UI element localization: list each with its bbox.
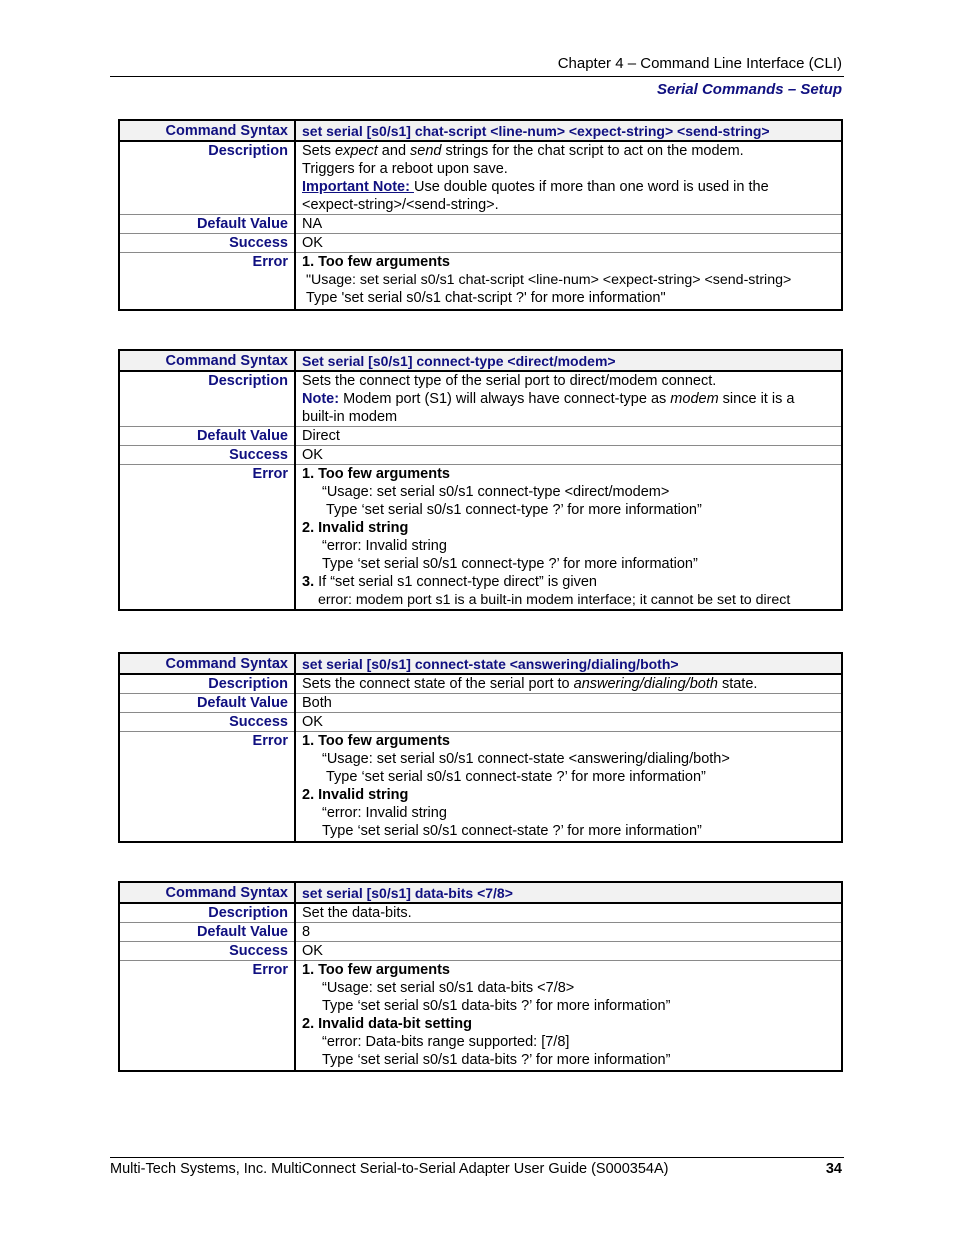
error-label: Error (119, 253, 295, 311)
description-row (119, 674, 842, 694)
syntax-label: Command Syntax (119, 120, 295, 141)
success-row (119, 234, 842, 253)
default-row (119, 215, 842, 234)
default-value: NA (295, 215, 842, 234)
default-label: Default Value (119, 215, 295, 234)
error-value: 1. Too few arguments “Usage: set serial s0/s1 connect-state <answering/dialing/both> Type ‘set serial s0/s1 connect-state ?’ for more information” 2. Invalid string “error: Invalid string Type ‘set serial s0/s1 connect-state ?’ for more information” (295, 732, 842, 843)
error-value: 1. Too few arguments “Usage: set serial s0/s1 connect-type <direct/modem> Type ‘set serial s0/s1 connect-type ?’ for more information” 2. Invalid string “error: Invalid string Type ‘set serial s0/s1 connect-type ?’ for more information” 3. If “set serial s1 connect-type direct” is given error: modem port s1 is a built-in modem interface; it cannot be set to direct (295, 465, 842, 611)
syntax-value: set serial [s0/s1] chat-script <line-num> <expect-string> <send-string> (295, 120, 842, 141)
important-note-label: Important Note: (302, 179, 414, 195)
note-label: Note: (302, 391, 340, 407)
syntax-label: Command Syntax (119, 350, 295, 371)
syntax-row (119, 882, 842, 903)
success-row (119, 942, 842, 961)
default-row (119, 427, 842, 446)
connect-type-table (118, 349, 843, 611)
footer-rule (110, 1157, 844, 1158)
chapter-heading: Chapter 4 – Command Line Interface (CLI) (557, 55, 842, 72)
syntax-row (119, 653, 842, 674)
error-row (119, 253, 842, 311)
error-value: 1. Too few arguments "Usage: set serial s0/s1 chat-script <line-num> <expect-string> <send-string> Type 'set serial s0/s1 chat-script ?' for more information" (295, 253, 842, 311)
description-row (119, 903, 842, 923)
default-value: Direct (295, 427, 842, 446)
default-label: Default Value (119, 923, 295, 942)
data-bits-table (118, 881, 843, 1072)
description-label: Description (119, 141, 295, 215)
syntax-value: set serial [s0/s1] data-bits <7/8> (295, 882, 842, 903)
description-label: Description (119, 674, 295, 694)
section-heading: Serial Commands – Setup (656, 81, 842, 98)
default-label: Default Value (119, 694, 295, 713)
description-value: Sets the connect type of the serial port to direct/modem connect. Note: Modem port (S1) will always have connect-type as modem since it is a built-in modem (295, 371, 842, 427)
success-value: OK (295, 713, 842, 732)
success-row (119, 713, 842, 732)
success-value: OK (295, 942, 842, 961)
error-label: Error (119, 732, 295, 843)
default-value: Both (295, 694, 842, 713)
header-rule (110, 76, 844, 77)
chat-script-table (118, 119, 843, 311)
description-row (119, 371, 842, 427)
default-row (119, 923, 842, 942)
description-label: Description (119, 903, 295, 923)
default-row (119, 694, 842, 713)
error-row (119, 465, 842, 611)
success-value: OK (295, 446, 842, 465)
connect-state-table (118, 652, 843, 843)
error-row (119, 732, 842, 843)
default-label: Default Value (119, 427, 295, 446)
syntax-value: Set serial [s0/s1] connect-type <direct/modem> (295, 350, 842, 371)
syntax-value: set serial [s0/s1] connect-state <answering/dialing/both> (295, 653, 842, 674)
page-number: 34 (825, 1161, 842, 1177)
description-label: Description (119, 371, 295, 427)
error-label: Error (119, 961, 295, 1072)
success-value: OK (295, 234, 842, 253)
description-value: Sets expect and send strings for the chat script to act on the modem. Triggers for a reboot upon save. Important Note: Use double quotes if more than one word is used in the <expect-string>/<send-string>. (295, 141, 842, 215)
success-row (119, 446, 842, 465)
description-value: Set the data-bits. (295, 903, 842, 923)
syntax-row (119, 120, 842, 141)
success-label: Success (119, 713, 295, 732)
footer-text: Multi-Tech Systems, Inc. MultiConnect Serial-to-Serial Adapter User Guide (S000354A) (110, 1161, 669, 1177)
syntax-row (119, 350, 842, 371)
error-row (119, 961, 842, 1072)
success-label: Success (119, 234, 295, 253)
error-value: 1. Too few arguments “Usage: set serial s0/s1 data-bits <7/8> Type ‘set serial s0/s1 data-bits ?’ for more information” 2. Invalid data-bit setting “error: Data-bits range supported: [7/8] Type ‘set serial s0/s1 data-bits ?’ for more information” (295, 961, 842, 1072)
description-value: Sets the connect state of the serial port to answering/dialing/both state. (295, 674, 842, 694)
syntax-label: Command Syntax (119, 882, 295, 903)
syntax-label: Command Syntax (119, 653, 295, 674)
success-label: Success (119, 942, 295, 961)
description-row (119, 141, 842, 215)
success-label: Success (119, 446, 295, 465)
error-label: Error (119, 465, 295, 611)
default-value: 8 (295, 923, 842, 942)
